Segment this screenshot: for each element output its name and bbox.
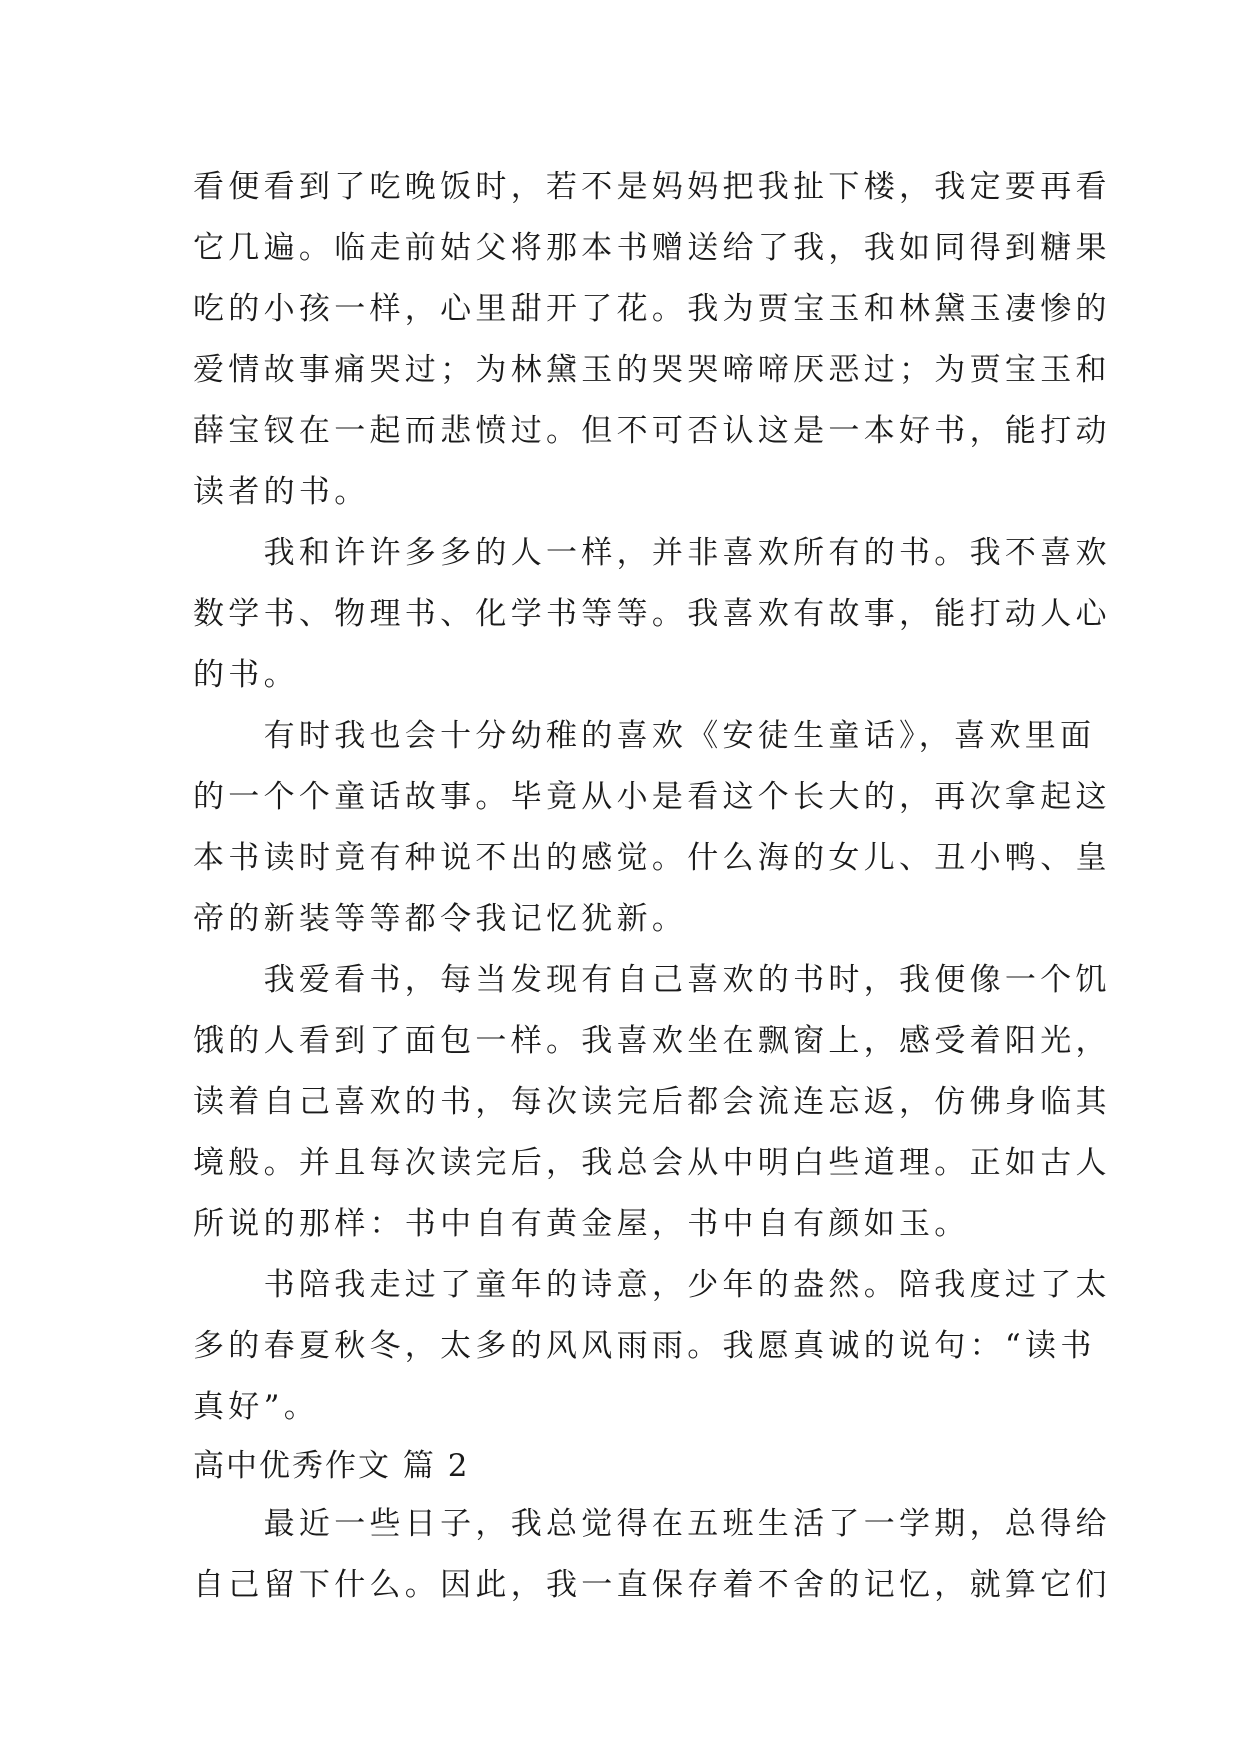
text-line: 读着自己喜欢的书，每次读完后都会流连忘返，仿佛身临其 xyxy=(193,1084,1111,1120)
text-line: 爱情故事痛哭过；为林黛玉的哭哭啼啼厌恶过；为贾宝玉和 xyxy=(193,352,1111,388)
text-line: 境般。并且每次读完后，我总会从中明白些道理。正如古人 xyxy=(193,1145,1111,1181)
text-line: 真好”。 xyxy=(193,1389,320,1425)
text-line: 帝的新装等等都令我记忆犹新。 xyxy=(193,901,688,937)
text-line: 它几遍。临走前姑父将那本书赠送给了我，我如同得到糖果 xyxy=(193,230,1111,266)
text-line: 数学书、物理书、化学书等等。我喜欢有故事，能打动人心 xyxy=(193,596,1111,632)
text-line: 多的春夏秋冬，太多的风风雨雨。我愿真诚的说句：“读书 xyxy=(193,1328,1096,1364)
text-line: 自己留下什么。因此，我一直保存着不舍的记忆，就算它们 xyxy=(193,1567,1111,1603)
text-line: 吃的小孩一样，心里甜开了花。我为贾宝玉和林黛玉凄惨的 xyxy=(193,291,1111,327)
text-line: 的一个个童话故事。毕竟从小是看这个长大的，再次拿起这 xyxy=(193,779,1111,815)
text-line: 看便看到了吃晚饭时，若不是妈妈把我扯下楼，我定要再看 xyxy=(193,169,1111,205)
text-line: 本书读时竟有种说不出的感觉。什么海的女儿、丑小鸭、皇 xyxy=(193,840,1111,876)
text-line: 薛宝钗在一起而悲愤过。但不可否认这是一本好书，能打动 xyxy=(193,413,1111,449)
text-line: 的书。 xyxy=(193,657,299,693)
text-line: 我爱看书，每当发现有自己喜欢的书时，我便像一个饥 xyxy=(193,962,1111,998)
text-line: 所说的那样：书中自有黄金屋，书中自有颜如玉。 xyxy=(193,1206,970,1242)
text-line: 饿的人看到了面包一样。我喜欢坐在飘窗上，感受着阳光， xyxy=(193,1023,1111,1059)
essay-body xyxy=(193,157,1111,1616)
text-line: 读者的书。 xyxy=(193,474,370,510)
text-line: 有时我也会十分幼稚的喜欢《安徒生童话》，喜欢里面 xyxy=(193,718,1096,754)
section-heading: 高中优秀作文 篇 2 xyxy=(193,1448,470,1484)
text-line: 我和许许多多的人一样，并非喜欢所有的书。我不喜欢 xyxy=(193,535,1111,571)
text-line: 最近一些日子，我总觉得在五班生活了一学期，总得给 xyxy=(193,1506,1111,1542)
text-line: 书陪我走过了童年的诗意，少年的盎然。陪我度过了太 xyxy=(193,1267,1111,1303)
